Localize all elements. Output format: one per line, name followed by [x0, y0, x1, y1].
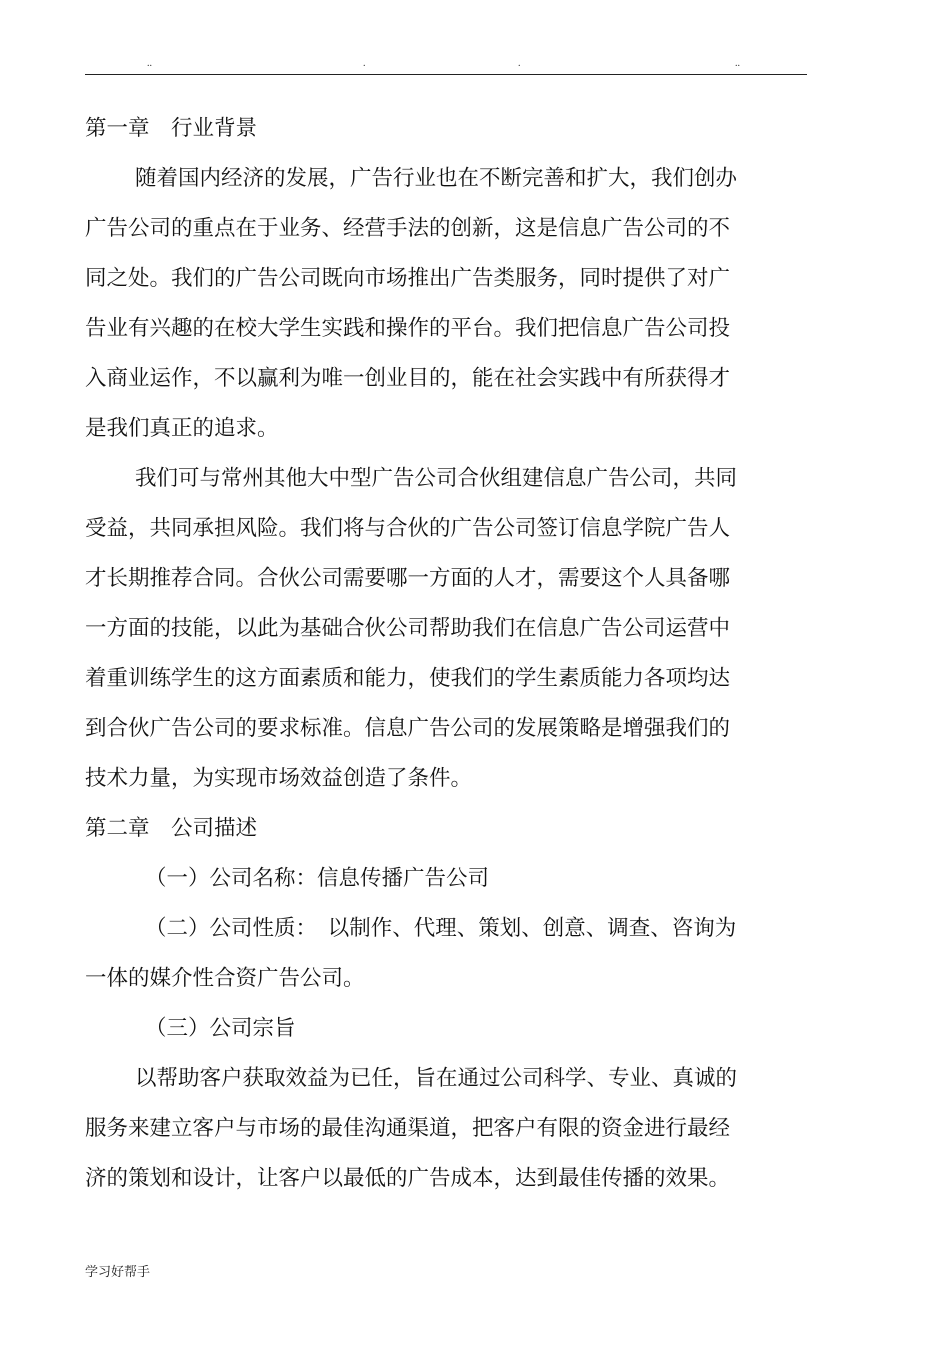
paragraph-line: 济的策划和设计，让客户以最低的广告成本，达到最佳传播的效果。: [85, 1166, 731, 1191]
document-body: [85, 104, 765, 1204]
header-mark: ..: [147, 58, 152, 69]
paragraph-line: 技术力量，为实现市场效益创造了条件。: [85, 766, 473, 791]
chapter-heading: 第二章 公司描述: [85, 816, 258, 841]
paragraph-line: 一方面的技能，以此为基础合伙公司帮助我们在信息广告公司运营中: [85, 616, 731, 641]
list-item-company-nature: （二）公司性质： 以制作、代理、策划、创意、调查、咨询为: [145, 916, 737, 941]
page-header: [85, 58, 807, 72]
paragraph-line: 以帮助客户获取效益为已任，旨在通过公司科学、专业、真诚的: [135, 1066, 738, 1091]
paragraph-line: 受益，共同承担风险。我们将与合伙的广告公司签订信息学院广告人: [85, 516, 731, 541]
paragraph-line: 告业有兴趣的在校大学生实践和操作的平台。我们把信息广告公司投: [85, 316, 731, 341]
paragraph-line: 到合伙广告公司的要求标准。信息广告公司的发展策略是增强我们的: [85, 716, 731, 741]
paragraph-line: 才长期推荐合同。合伙公司需要哪一方面的人才，需要这个人具备哪: [85, 566, 731, 591]
page-footer: 学习好帮手: [85, 1265, 151, 1280]
paragraph-line: 我们可与常州其他大中型广告公司合伙组建信息广告公司，共同: [135, 466, 738, 491]
header-mark: ..: [735, 58, 740, 69]
paragraph-line: 随着国内经济的发展，广告行业也在不断完善和扩大，我们创办: [135, 166, 738, 191]
paragraph-line: 入商业运作，不以赢利为唯一创业目的，能在社会实践中有所获得才: [85, 366, 731, 391]
header-rule: [85, 74, 807, 75]
paragraph-line: 着重训练学生的这方面素质和能力，使我们的学生素质能力各项均达: [85, 666, 731, 691]
header-mark: .: [518, 58, 521, 69]
list-item-company-purpose: （三）公司宗旨: [145, 1016, 296, 1041]
paragraph-line: 广告公司的重点在于业务、经营手法的创新，这是信息广告公司的不: [85, 216, 731, 241]
chapter-heading: 第一章 行业背景: [85, 116, 258, 141]
paragraph-line: 同之处。我们的广告公司既向市场推出广告类服务，同时提供了对广: [85, 266, 731, 291]
list-item-continuation: 一体的媒介性合资广告公司。: [85, 966, 365, 991]
paragraph-line: 服务来建立客户与市场的最佳沟通渠道，把客户有限的资金进行最经: [85, 1116, 731, 1141]
header-mark: .: [363, 58, 366, 69]
paragraph-line: 是我们真正的追求。: [85, 416, 279, 441]
list-item-company-name: （一）公司名称：信息传播广告公司: [145, 866, 490, 891]
